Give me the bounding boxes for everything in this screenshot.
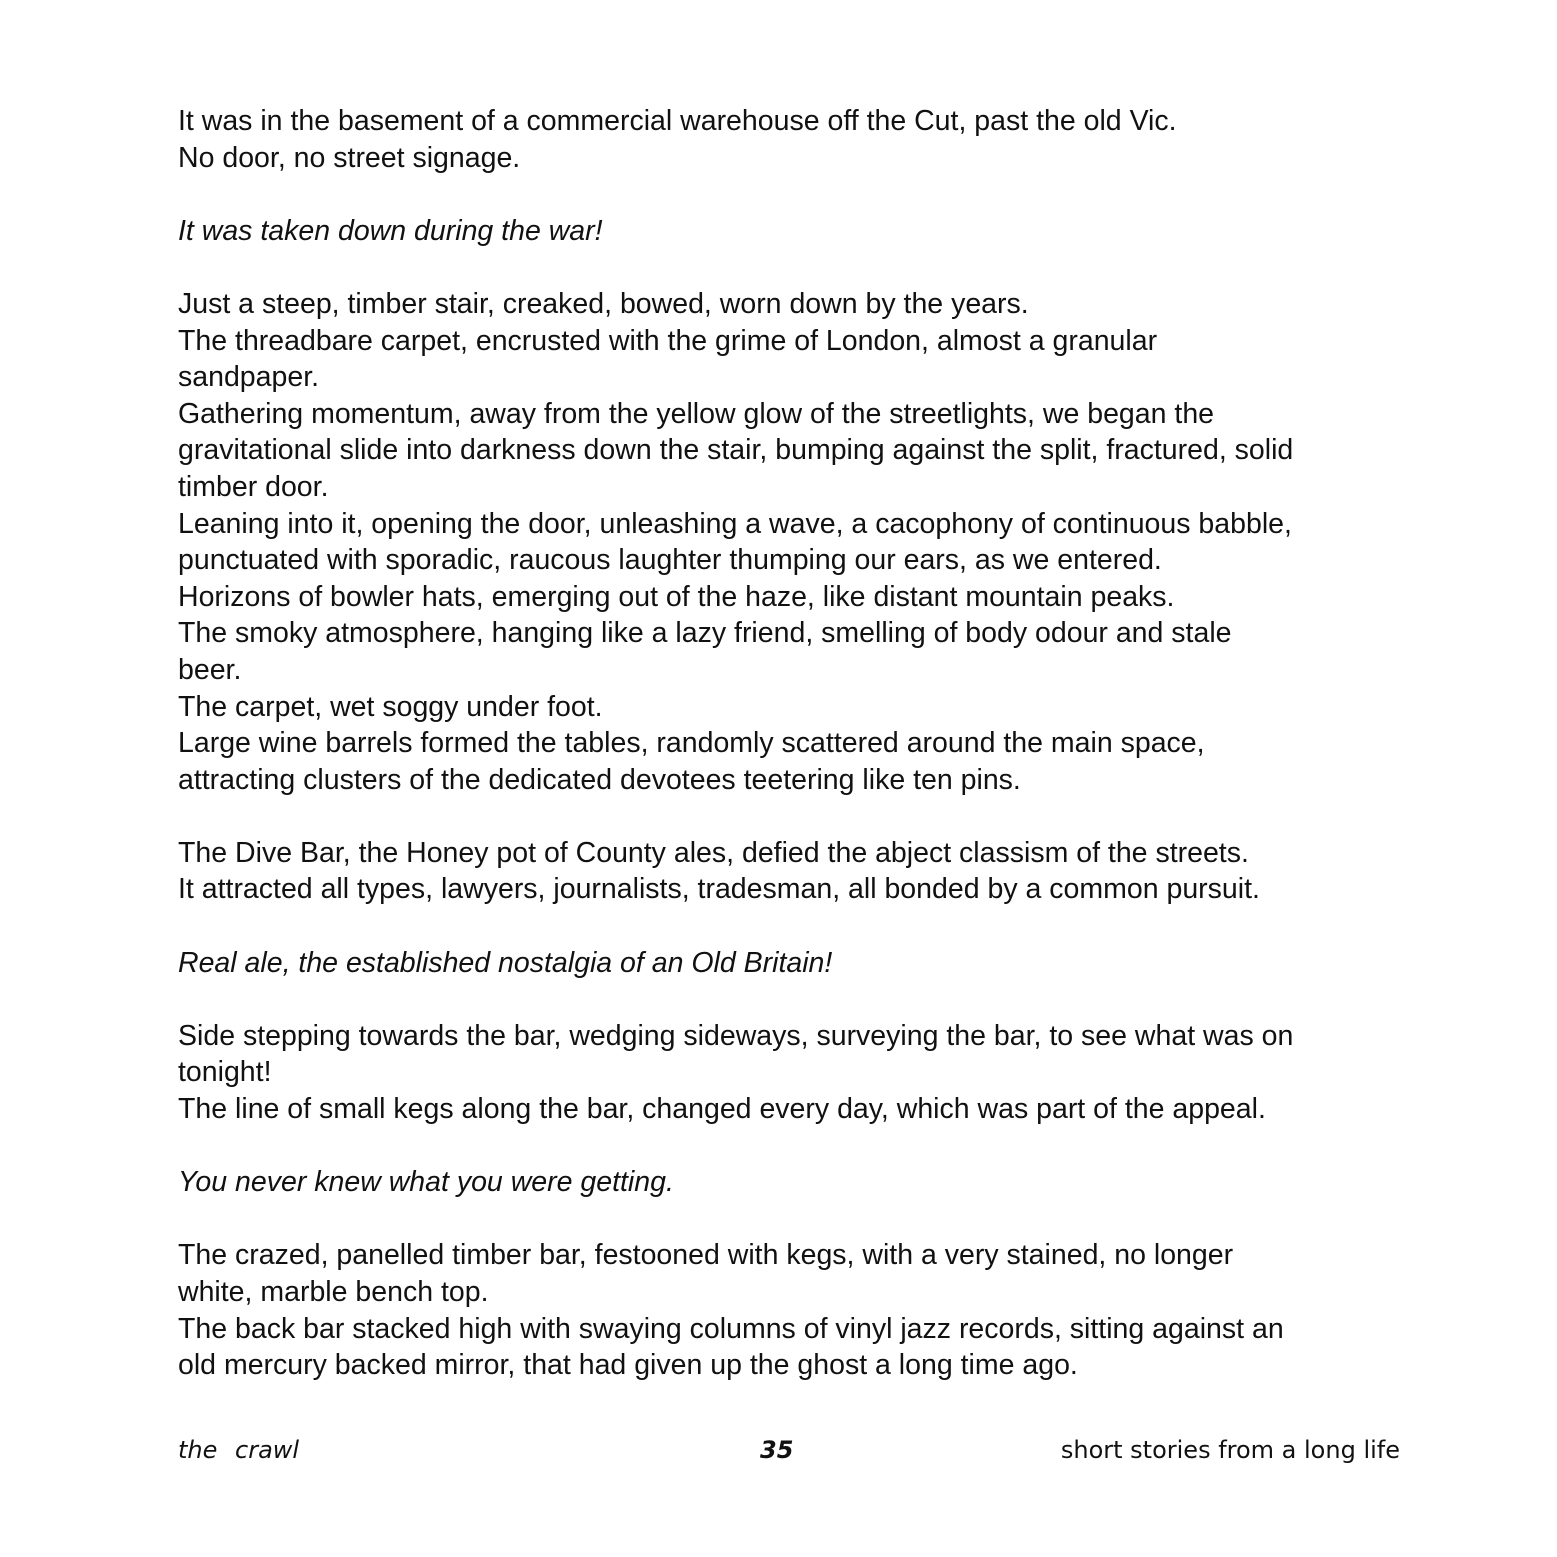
text-line: Horizons of bowler hats, emerging out of the haze, like distant mountain peaks. (178, 580, 1175, 613)
blank-line (178, 798, 1398, 835)
blank-line (178, 1128, 1398, 1165)
italic-text-line: It was taken down during the war! (178, 214, 603, 247)
text-line: timber door. (178, 470, 329, 503)
text-line: The back bar stacked high with swaying columns of vinyl jazz records, sitting against an (178, 1312, 1284, 1345)
text-line: The Dive Bar, the Honey pot of County ales, defied the abject classism of the streets. (178, 836, 1249, 869)
footer-book-title: short stories from a long life (1060, 1436, 1400, 1464)
text-line: punctuated with sporadic, raucous laughter thumping our ears, as we entered. (178, 544, 1162, 577)
text-line: The carpet, wet soggy under foot. (178, 690, 603, 723)
footer-story-title: the crawl (178, 1436, 300, 1464)
text-line: beer. (178, 653, 242, 686)
blank-line (178, 1201, 1398, 1238)
text-line: The line of small kegs along the bar, changed every day, which was part of the appeal. (178, 1093, 1266, 1126)
text-line: Just a steep, timber stair, creaked, bowed, worn down by the years. (178, 287, 1029, 320)
text-line: attracting clusters of the dedicated devotees teetering like ten pins. (178, 763, 1021, 796)
page-number: 35 (760, 1436, 794, 1464)
text-line: No door, no street signage. (178, 141, 521, 174)
blank-line (178, 249, 1398, 286)
text-line: Large wine barrels formed the tables, randomly scattered around the main space, (178, 727, 1205, 760)
text-line: Gathering momentum, away from the yellow glow of the streetlights, we began the (178, 397, 1215, 430)
text-line: gravitational slide into darkness down the stair, bumping against the split, fractured, solid (178, 434, 1294, 467)
text-line: The threadbare carpet, encrusted with the grime of London, almost a granular (178, 324, 1158, 357)
text-line: The crazed, panelled timber bar, festooned with kegs, with a very stained, no longer (178, 1239, 1234, 1272)
text-line: Leaning into it, opening the door, unleashing a wave, a cacophony of continuous babble, (178, 507, 1292, 540)
story-body (178, 103, 1398, 1384)
text-line: white, marble bench top. (178, 1276, 489, 1308)
blank-line (178, 908, 1398, 945)
text-line: sandpaper. (178, 361, 320, 394)
text-line: Side stepping towards the bar, wedging sideways, surveying the bar, to see what was on (178, 1019, 1294, 1052)
text-line: tonight! (178, 1056, 272, 1089)
text-line: The smoky atmosphere, hanging like a lazy friend, smelling of body odour and stale (178, 617, 1232, 650)
page-footer (0, 1432, 1557, 1472)
text-line: It was in the basement of a commercial warehouse off the Cut, past the old Vic. (178, 105, 1177, 137)
italic-text-line: Real ale, the established nostalgia of an Old Britain! (178, 946, 833, 979)
blank-line (178, 981, 1398, 1018)
text-line: It attracted all types, lawyers, journalists, tradesman, all bonded by a common pursuit. (178, 873, 1260, 906)
text-line: old mercury backed mirror, that had given up the ghost a long time ago. (178, 1349, 1078, 1382)
blank-line (178, 176, 1398, 213)
italic-text-line: You never knew what you were getting. (178, 1166, 674, 1199)
